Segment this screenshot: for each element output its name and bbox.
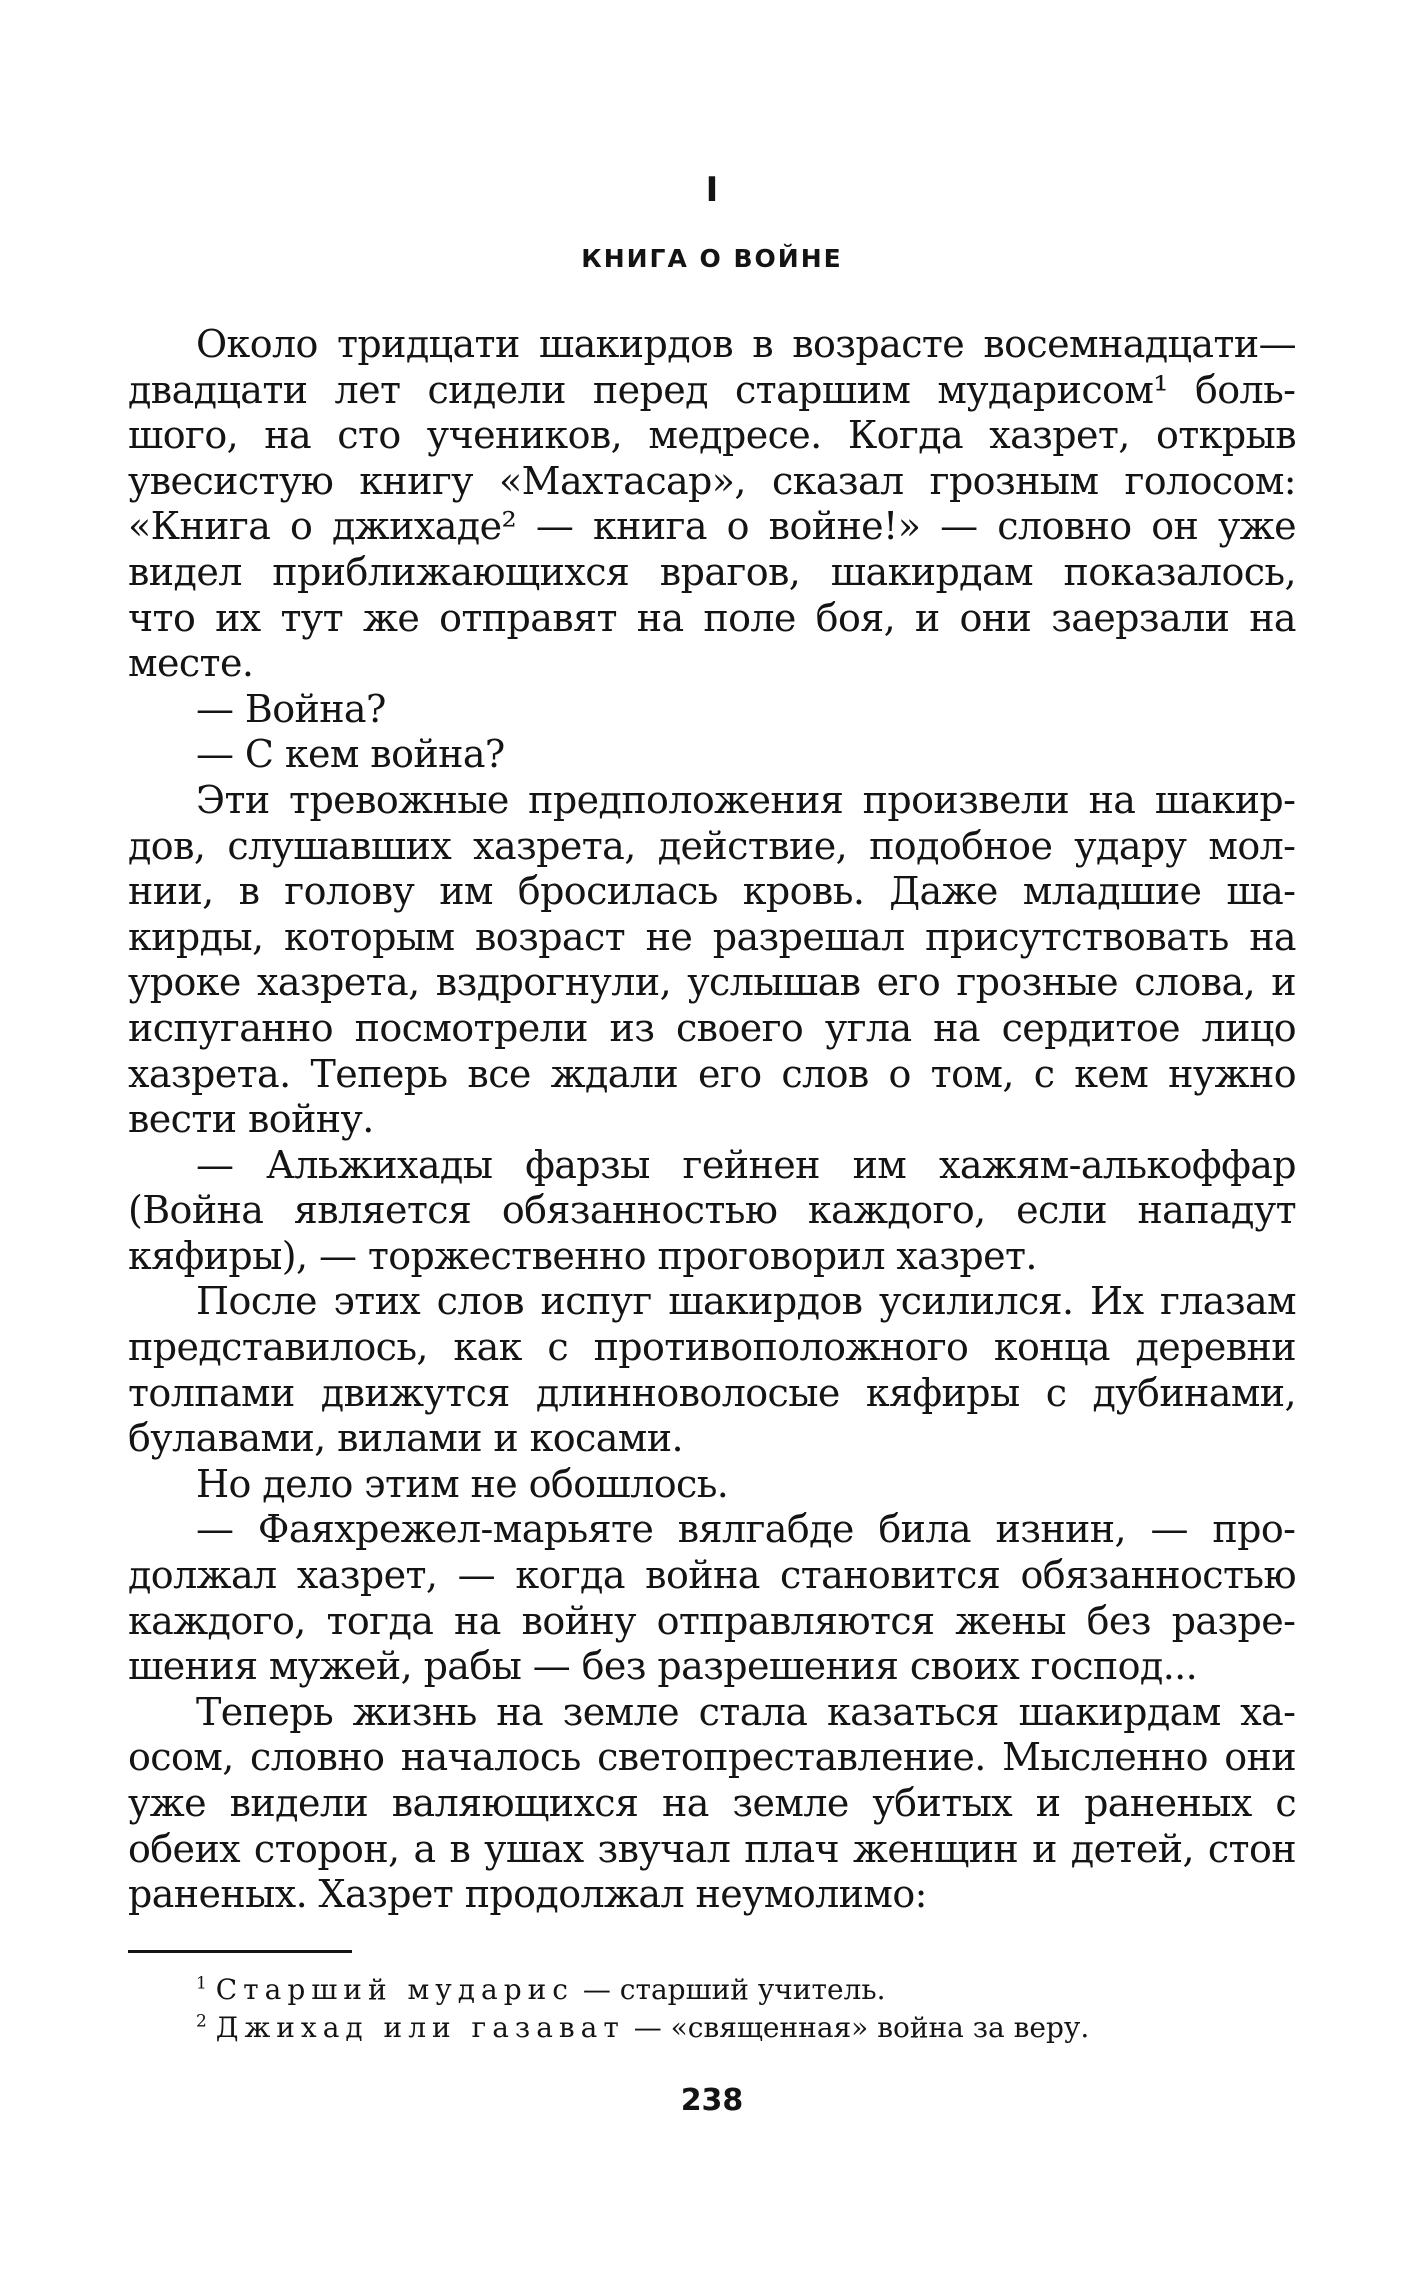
paragraph-8: — Фаяхрежел-марьяте вялгабде била изнин, — продолжал хазрет, — когда война становится обязанностью каждого, тогда на войну отправляются жены без разрешения мужей, рабы — без разрешения своих господ... <box>128 1507 1296 1689</box>
footnote-1-mark: 1 <box>196 1973 207 1994</box>
footnotes <box>128 1971 1296 2047</box>
footnote-1-term: Старший мударис <box>215 1972 574 2006</box>
paragraph-4: Эти тревожные предположения произвели на шакирдов, слушавших хазрета, действие, подобное удару молнии, в голову им бросилась кровь. Даже младшие шакирды, которым возраст не разрешал присутствовать на уроке хазрета, вздрогнули, услышав его грозные слова, и испуганно посмотрели из своего угла на сердитое лицо хазрета. Теперь все ждали его слов о том, с кем нужно вести войну. <box>128 777 1296 1142</box>
paragraph-9: Теперь жизнь на земле стала казаться шакирдам хаосом, словно началось светопреставление. Мысленно они уже видели валяющихся на земле убитых и раненых с обеих сторон, а в ушах звучал плач женщин и детей, стон раненых. Хазрет продолжал неумолимо: <box>128 1689 1296 1917</box>
paragraph-3: — С кем война? <box>196 732 505 777</box>
footnote-2-mark: 2 <box>196 2011 207 2032</box>
paragraph-6: После этих слов испуг шакирдов усилился. Их глазам представилось, как с противоположного конца деревни толпами движутся длинноволосые кяфиры с дубинами, булавами, вилами и косами. <box>128 1279 1296 1461</box>
chapter-number: I <box>705 170 719 210</box>
footnote-divider <box>128 1950 352 1953</box>
paragraph-1: Около тридцати шакирдов в возрасте восемнадцати—двадцати лет сидели перед старшим мударисом¹ большого, на сто учеников, медресе. Когда хазрет, открыв увесистую книгу «Махтасар», сказал грозным голосом: «Книга о джихаде² — книга о войне!» — словно он уже видел приближающихся врагов, шакирдам показалось, что их тут же отправят на поле боя, и они заерзали на месте. <box>128 322 1296 686</box>
footnote-2-term: Джихад или газават <box>215 2010 625 2044</box>
book-page <box>128 170 1296 2230</box>
footnote-1 <box>128 1971 1296 2009</box>
footnote-1-definition: — старший учитель. <box>582 1972 886 2006</box>
chapter-title: КНИГА О ВОЙНЕ <box>581 244 843 273</box>
footnote-2 <box>128 2009 1296 2047</box>
page-number: 238 <box>680 2082 744 2118</box>
paragraph-7: Но дело этим не обошлось. <box>196 1461 729 1506</box>
paragraph-5: — Альжихады фарзы гейнен им хажям-алькоффар (Война является обязанностью каждого, если нападут кяфиры), — торжественно проговорил хазрет. <box>128 1142 1296 1278</box>
body-text <box>128 322 1296 1918</box>
paragraph-2: — Война? <box>196 686 386 731</box>
footnote-2-definition: — «священная» война за веру. <box>633 2010 1090 2044</box>
